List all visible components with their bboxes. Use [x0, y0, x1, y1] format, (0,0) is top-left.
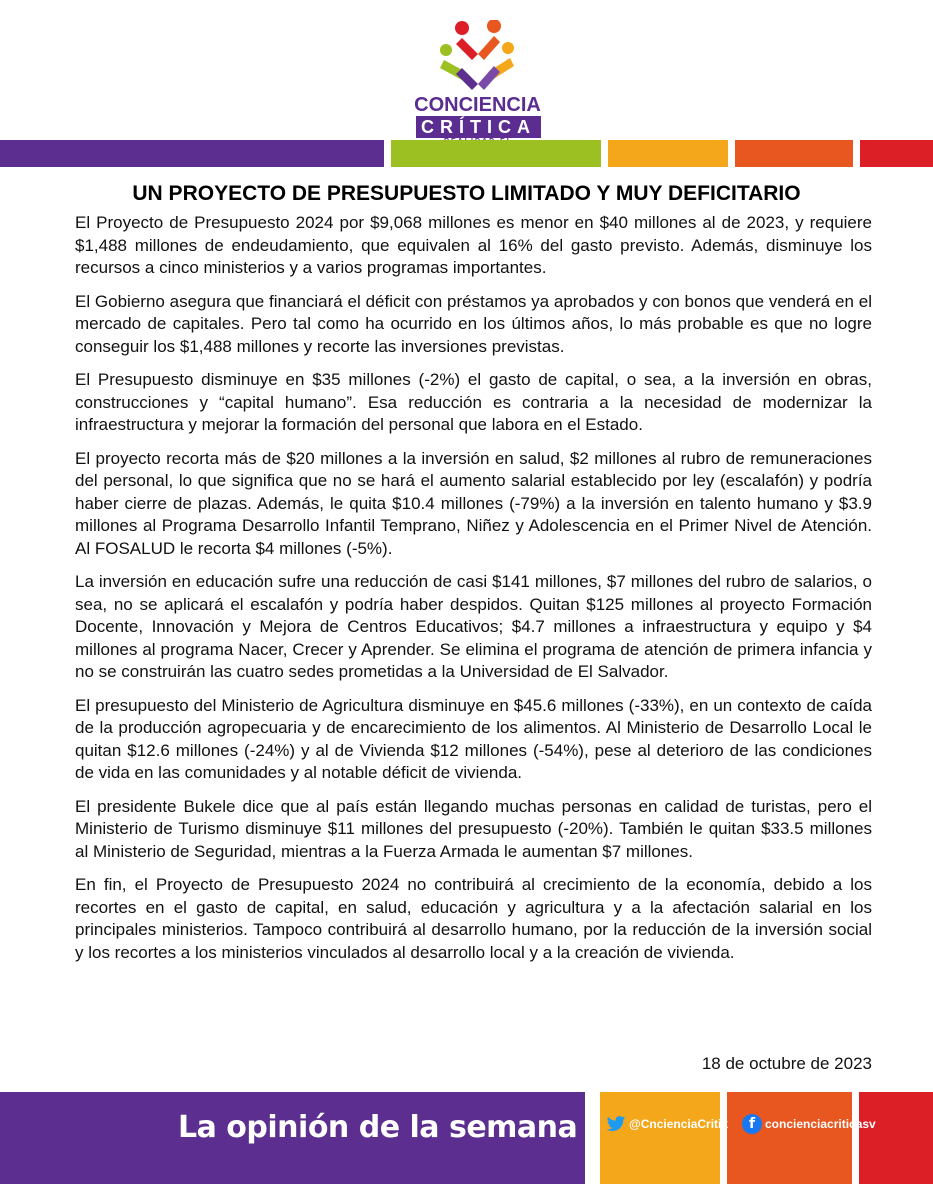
paragraph: El presupuesto del Ministerio de Agricultura disminuye en $45.6 millones (-33%), en un contexto de caída de la producción agropecuaria y de encarecimiento de los alimentos. Al Ministerio de Desarrollo Local le quitan $12.6 millones (-24%) y al de Vivienda $12 millones (-54%), pese al deterioro de las condiciones de vida en las comunidades y al notable déficit de vivienda. [75, 695, 872, 782]
logo-line2: CRÍTICA [416, 116, 541, 138]
facebook-icon: f [742, 1114, 762, 1134]
twitter-handle: @CncienciaCritik [629, 1117, 729, 1131]
footer-band-red [859, 1092, 933, 1184]
color-band-yellow [608, 140, 728, 167]
paragraph: La inversión en educación sufre una reducción de casi $141 millones, $7 millones del rubro de salarios, o sea, no se aplicará el escalafón y podría haber despidos. Quitan $125 millones al proyecto Formación Docente, Innovación y Mejora de Centros Educativos; $4.7 millones a infraestructura y equipo y $4 millones al programa Nacer, Crecer y Aprender. Se elimina el programa de atención de primera infancia y no se construirán las cuatro sedes prometidas a la Universidad de El Salvador. [75, 572, 872, 681]
color-band-orange [735, 140, 853, 167]
logo-line1: CONCIENCIA [414, 94, 541, 116]
color-band-purple [0, 140, 384, 167]
article-title: UN PROYECTO DE PRESUPUESTO LIMITADO Y MUY DEFICITARIO [132, 182, 801, 205]
paragraph: En fin, el Proyecto de Presupuesto 2024 no contribuirá al crecimiento de la economía, debido a los recortes en el gasto de capital, en salud, educación y agricultura y a la afectación salarial en los principales ministerios. Tampoco contribuirá al desarrollo humano, por la reducción de la inversión social y los recortes a los ministerios vinculados al desarrollo local y a la creación de vivienda. [75, 875, 872, 962]
article-body [75, 212, 872, 975]
twitter-link[interactable] [606, 1110, 728, 1138]
paragraph: El Presupuesto disminuye en $35 millones (-2%) el gasto de capital, o sea, a la inversión en obras, construcciones y “capital humano”. Esa reducción es contraria a la necesidad de modernizar la infraestructura y mejorar la formación del personal que labora en el Estado. [75, 370, 872, 434]
paragraph: El proyecto recorta más de $20 millones a la inversión en salud, $2 millones al rubro de remuneraciones del personal, lo que significa que no se hará el aumento salarial establecido por ley (escalafón) y podría haber cierre de plazas. Además, le quita $10.4 millones (-79%) a la inversión en talento humano y $3.9 millones al Programa Desarrollo Infantil Temprano, Niñez y Adolescencia en el Primer Nivel de Atención. Al FOSALUD le recorta $4 millones (-5%). [75, 448, 872, 558]
facebook-link[interactable] [742, 1110, 876, 1138]
brand-logo [410, 20, 545, 140]
facebook-handle: concienciacriticasv [765, 1117, 876, 1131]
paragraph: El presidente Bukele dice que al país están llegando muchas personas en calidad de turistas, pero el Ministerio de Turismo disminuye $11 millones del presupuesto (-20%). También le quitan $33.5 millones al Ministerio de Seguridad, mientras a la Fuerza Armada le aumentan $7 millones. [75, 796, 872, 861]
footer-band-orange [727, 1092, 852, 1184]
article-date: 18 de octubre de 2023 [701, 1054, 872, 1073]
paragraph: El Gobierno asegura que financiará el déficit con préstamos ya aprobados y con bonos que venderá en el mercado de capitales. Pero tal como ha ocurrido en los últimos años, lo más probable es que no logre conseguir los $1,488 millones y recorte las inversiones previstas. [75, 291, 872, 356]
logo-figures-icon [432, 20, 522, 92]
footer-band-yellow [600, 1092, 720, 1184]
twitter-icon [606, 1114, 626, 1134]
footer-slogan: La opinión de la semana [178, 1110, 578, 1145]
paragraph: El Proyecto de Presupuesto 2024 por $9,068 millones es menor en $40 millones al de 2023, y requiere $1,488 millones de endeudamiento, que equivalen al 16% del gasto previsto. Además, disminuye los recursos a cinco ministerios y a varios programas importantes. [75, 213, 872, 277]
color-band-green [391, 140, 601, 167]
color-band-red [860, 140, 933, 167]
